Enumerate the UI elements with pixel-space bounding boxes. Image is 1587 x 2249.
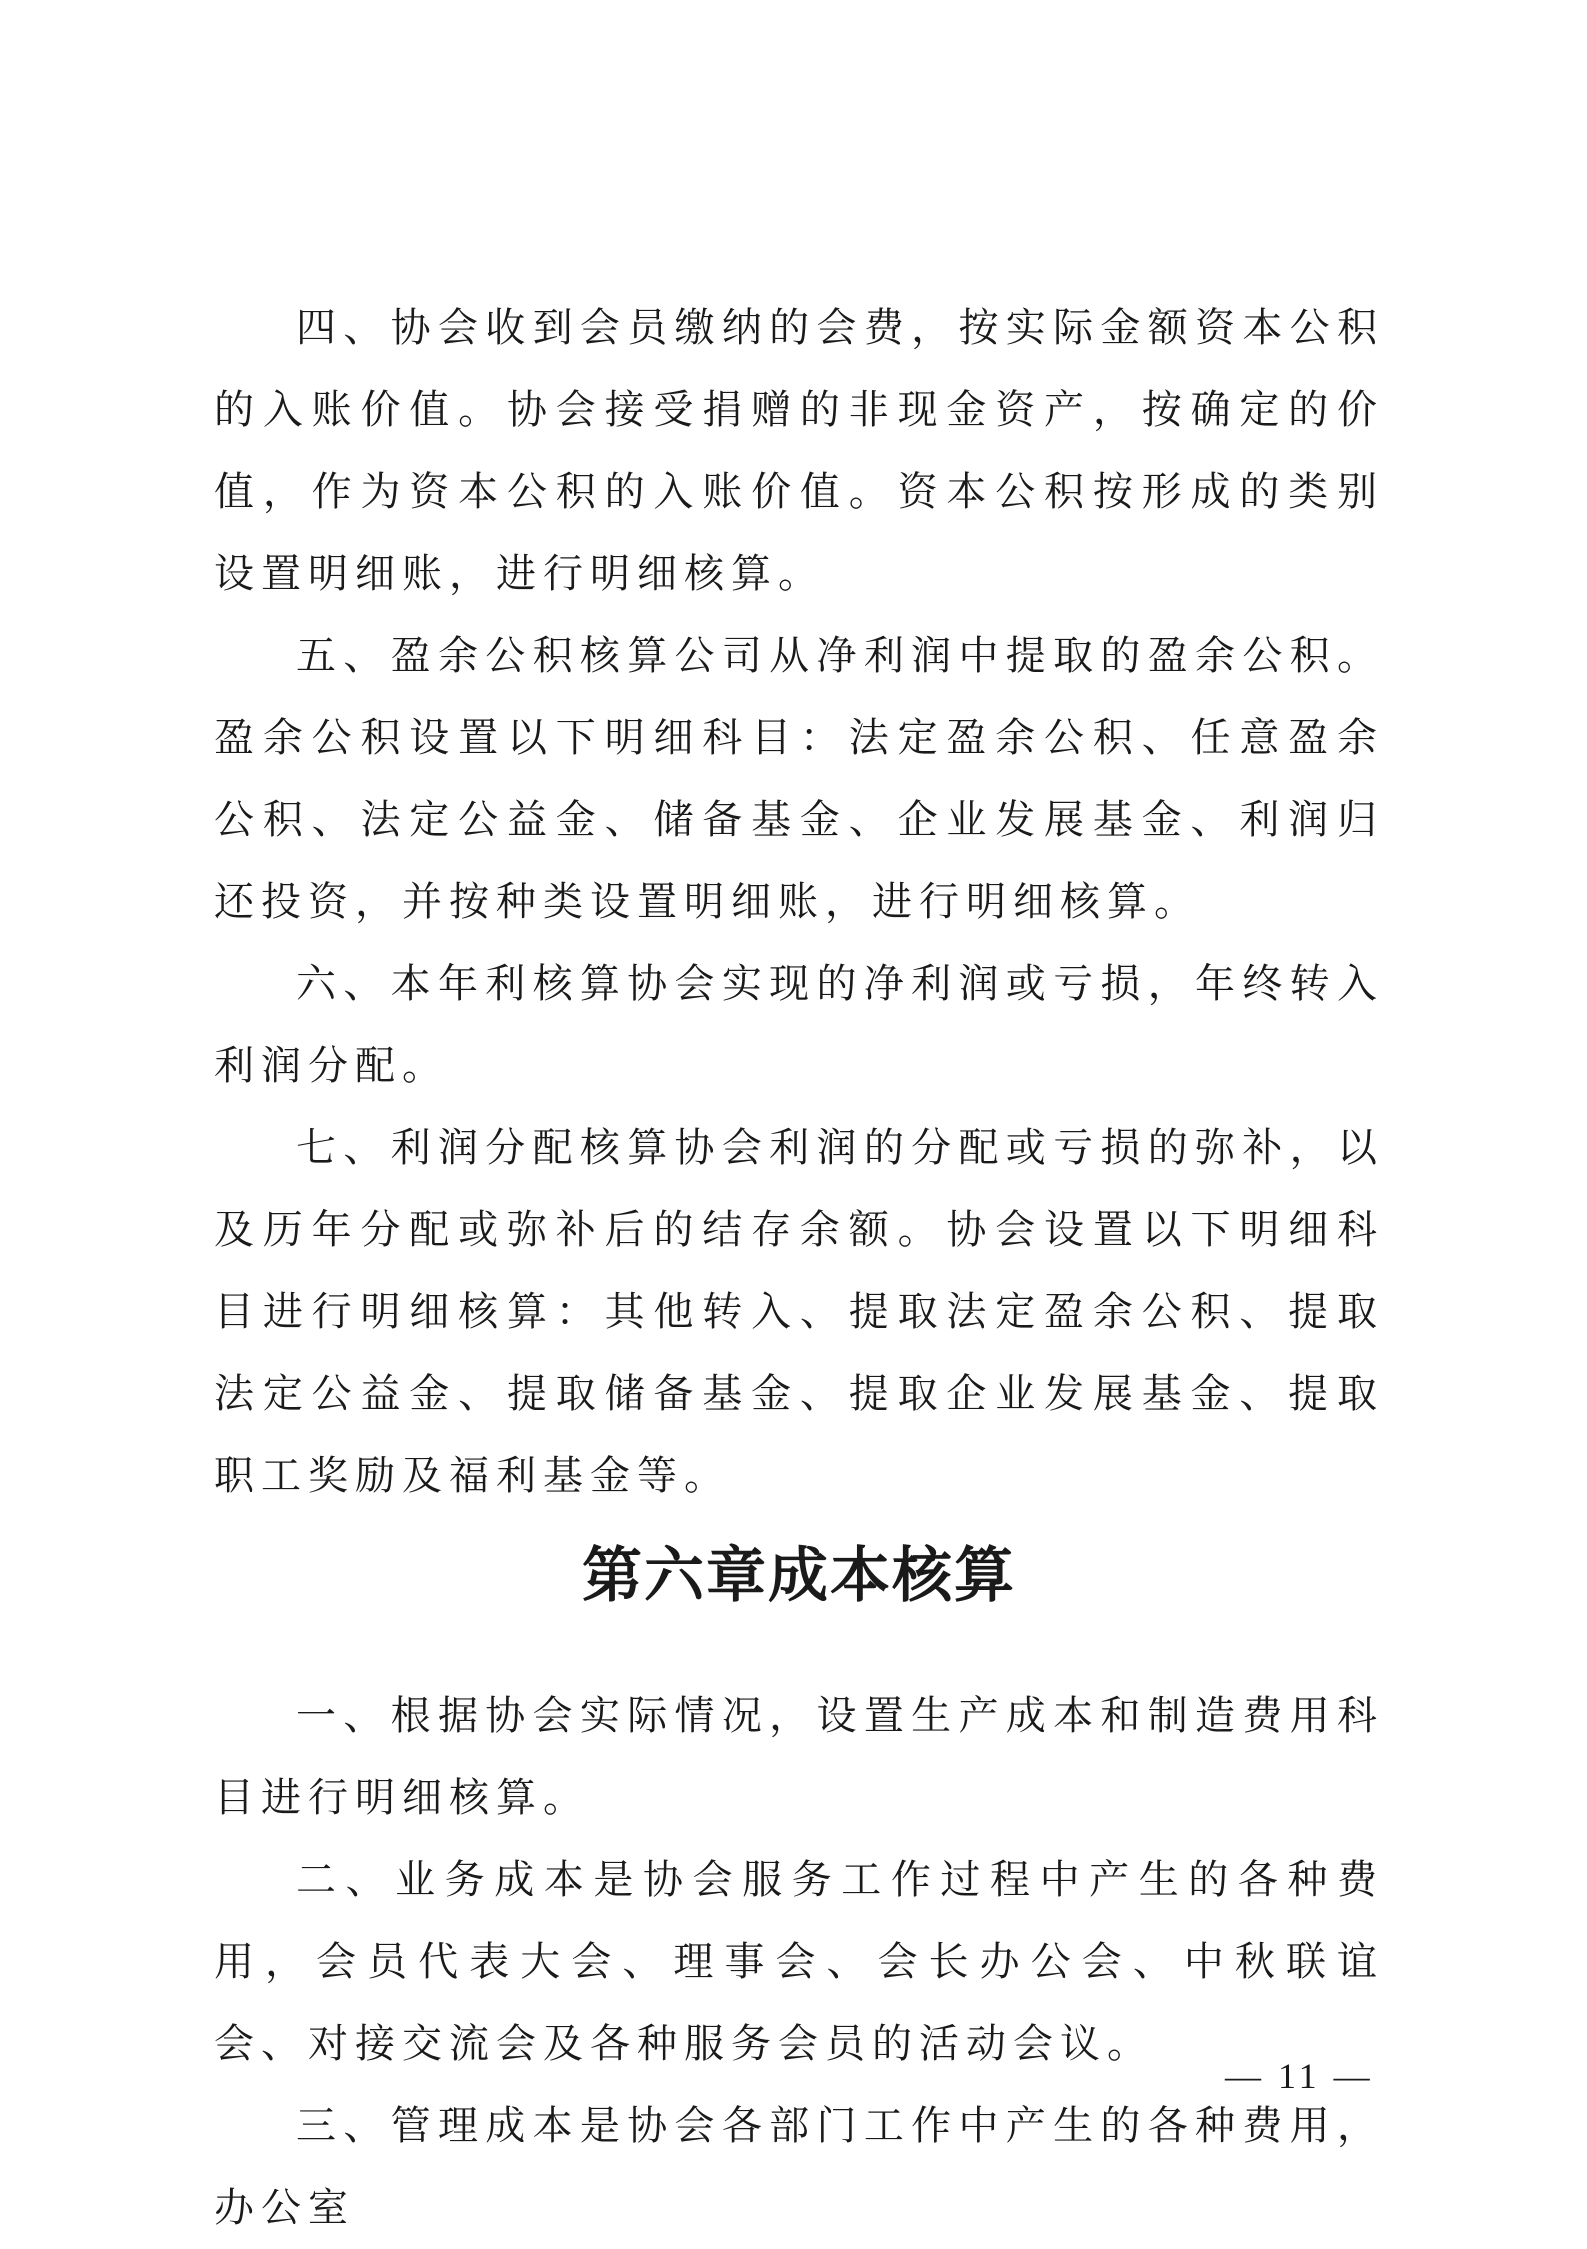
- paragraph-item-5: 五、盈余公积核算公司从净利润中提取的盈余公积。盈余公积设置以下明细科目：法定盈余公积、任意盈余公积、法定公益金、储备基金、企业发展基金、利润归还投资，并按种类设置明细账，进行明细核算。: [214, 633, 1384, 925]
- chapter-heading: 第六章成本核算: [582, 1541, 1016, 1611]
- paragraph-item-3: 三、管理成本是协会各部门工作中产生的各种费用，办公室: [214, 2103, 1384, 2231]
- paragraph-item-2: 二、业务成本是协会服务工作过程中产生的各种费用，会员代表大会、理事会、会长办公会、中秋联谊会、对接交流会及各种服务会员的活动会议。: [214, 1857, 1384, 2067]
- document-body: [214, 287, 1384, 2249]
- paragraph-item-6: 六、本年利核算协会实现的净利润或亏损，年终转入利润分配。: [214, 961, 1384, 1089]
- paragraph-item-4: 四、协会收到会员缴纳的会费，按实际金额资本公积的入账价值。协会接受捐赠的非现金资产，按确定的价值，作为资本公积的入账价值。资本公积按形成的类别设置明细账，进行明细核算。: [214, 305, 1384, 597]
- paragraph-item-7: 七、利润分配核算协会利润的分配或亏损的弥补，以及历年分配或弥补后的结存余额。协会设置以下明细科目进行明细核算：其他转入、提取法定盈余公积、提取法定公益金、提取储备基金、提取企业发展基金、提取职工奖励及福利基金等。: [214, 1125, 1384, 1499]
- paragraph-item-1: 一、根据协会实际情况，设置生产成本和制造费用科目进行明细核算。: [214, 1693, 1384, 1821]
- page-number: — 11 —: [1225, 2056, 1374, 2096]
